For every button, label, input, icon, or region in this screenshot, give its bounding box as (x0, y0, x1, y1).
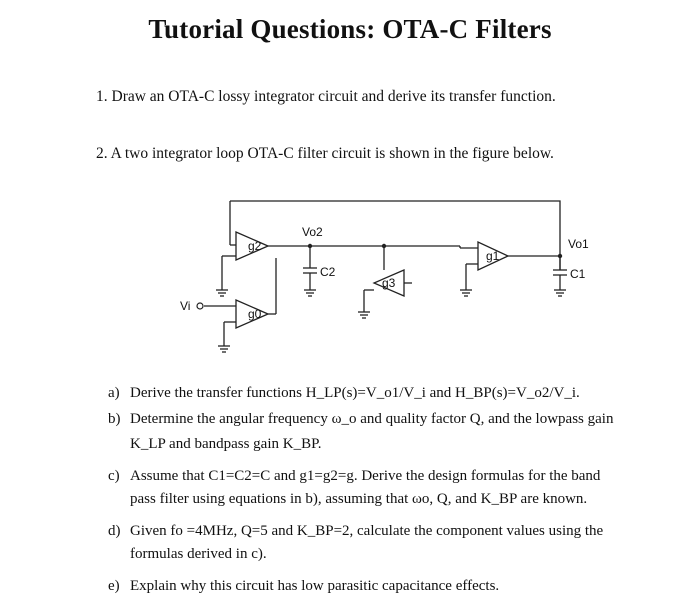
subquestion-d-line2: formulas derived in c). (130, 546, 267, 562)
ota-g2-label: g2 (248, 239, 262, 253)
page-title: Tutorial Questions: OTA-C Filters (148, 14, 552, 44)
question-1: 1. Draw an OTA-C lossy integrator circuit and derive its transfer function. (96, 88, 556, 105)
subquestion-a-label: a) (108, 385, 120, 401)
subquestion-e-label: e) (108, 578, 120, 594)
vo2-label: Vo2 (302, 225, 323, 239)
subquestion-d-line1: Given fo =4MHz, Q=5 and K_BP=2, calculate the component values using the (130, 523, 604, 539)
subquestion-b-line2: K_LP and bandpass gain K_BP. (130, 436, 322, 452)
subquestion-e (108, 574, 668, 598)
subquestion-c-line2: pass filter using equations in b), assuming that ωo, Q, and K_BP are known. (130, 491, 588, 507)
vi-label: Vi (180, 299, 191, 313)
subquestion-e-text: Explain why this circuit has low parasitic capacitance effects. (130, 578, 500, 594)
c2-label: C2 (320, 265, 336, 279)
vo1-label: Vo1 (568, 237, 589, 251)
subquestion-d (108, 519, 668, 543)
ota-g1-label: g1 (486, 249, 500, 263)
question-2: 2. A two integrator loop OTA-C filter circuit is shown in the figure below. (96, 145, 554, 162)
subquestion-a (108, 381, 668, 405)
subquestion-c-label: c) (108, 468, 120, 484)
subquestion-b-line1: Determine the angular frequency ω_o and quality factor Q, and the lowpass gain (130, 411, 614, 427)
ota-g0-label: g0 (248, 307, 262, 321)
ota-g3-label: g3 (382, 276, 396, 290)
subquestion-a-text: Derive the transfer functions H_LP(s)=V_o1/V_i and H_BP(s)=V_o2/V_i. (130, 385, 580, 401)
subquestion-d-label: d) (108, 523, 121, 539)
subquestion-c (108, 464, 668, 488)
subquestion-c-line1: Assume that C1=C2=C and g1=g2=g. Derive the design formulas for the band (130, 468, 601, 484)
c1-label: C1 (570, 267, 586, 281)
subquestion-b (108, 407, 668, 431)
subquestion-b-label: b) (108, 411, 121, 427)
